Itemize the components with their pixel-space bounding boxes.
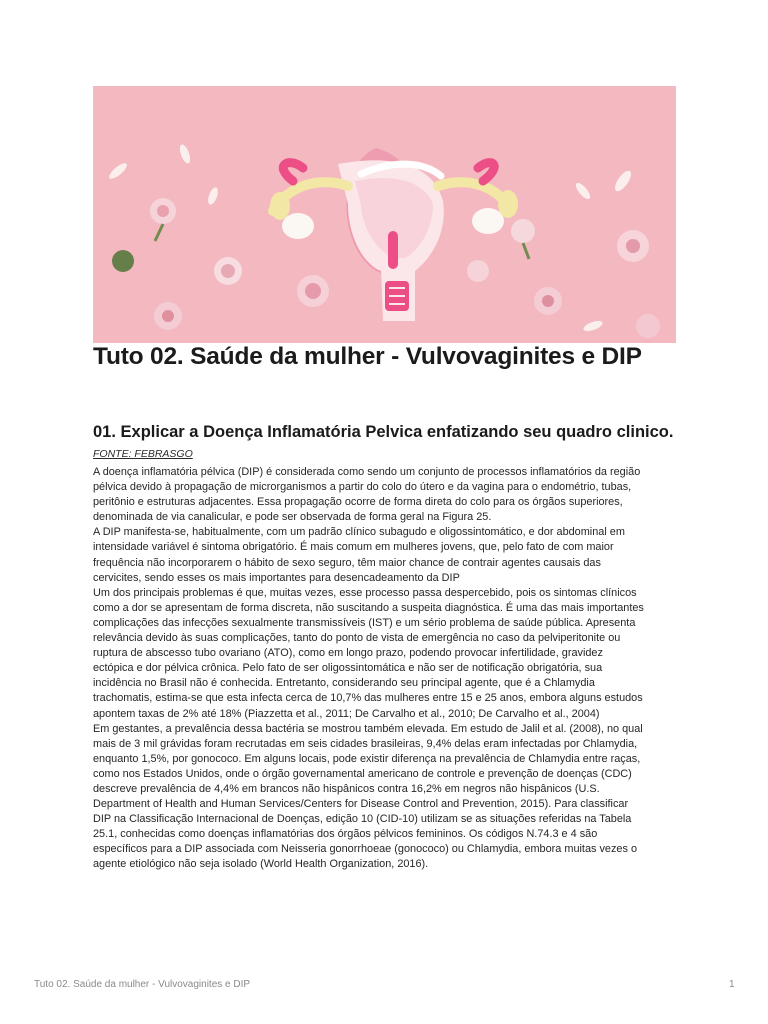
body-line: complicações das infecções sexualmente transmissíveis (IST) e um sério problema de saúde pública. Apresenta [93,616,636,629]
body-paragraphs [93,465,683,873]
body-line: como nos Estados Unidos, onde o órgão governamental americano de controle e prevenção de doenças (CDC) [93,767,632,780]
source-label: FONTE: FEBRASGO [93,448,193,460]
body-line: frequência não incorporarem o hábito de sexo seguro, têm maior chance de contrair agentes causais das [93,556,601,569]
page-number: 1 [729,979,735,990]
body-line: ruptura de abscesso tubo ovariano (ATO), como em longo prazo, podendo provocar infertilidade, gravidez [93,647,603,660]
body-line: apontem taxas de 2% até 18% (Piazzetta et al., 2011; De Carvalho et al., 2010; De Carvalho et al., 2004) [93,707,600,720]
section-heading: 01. Explicar a Doença Inflamatória Pelvica enfatizando seu quadro clinico. [93,423,674,441]
body-line: descreve prevalência de 4,4% em brancos não hispânicos contra 16,2% em negros não hispânicos (U.S. [93,782,600,795]
body-line: específicos para a DIP associada com Neisseria gonorrhoeae (gonococo) ou Chlamydia, embora muitas vezes o [93,843,638,856]
document-title: Tuto 02. Saúde da mulher - Vulvovaginites e DIP [93,343,642,370]
body-line: relevância devido às suas complicações, tanto do ponto de vista de emergência no caso da pelviperitonite ou [93,632,621,645]
body-line: A doença inflamatória pélvica (DIP) é considerada como sendo um conjunto de processos inflamatórios da região [93,466,641,478]
body-line: ectópica e dor pélvica crônica. Pelo fato de ser oligossintomática e não ser de notificação obrigatória, sua [93,662,603,675]
body-line: DIP na Classificação Internacional de Doenças, edição 10 (CID-10) utilizam se as situações referidas na Tabela [93,813,632,826]
cover-image [93,86,676,343]
footer-title: Tuto 02. Saúde da mulher - Vulvovaginites e DIP [34,979,251,990]
body-line: A DIP manifesta-se, habitualmente, com um padrão clínico subagudo e oligossintomático, e dor abdominal em [93,526,625,539]
body-line: incidência no Brasil não é conhecida. Entretanto, considerando seu principal agente, que é a Chlamydia [93,677,595,690]
body-line: agente etiológico não seja isolado (World Health Organization, 2016). [93,858,429,871]
body-line: Department of Health and Human Services/Centers for Disease Control and Prevention, 2015). Para classificar [93,798,629,811]
body-line: denominada de via canalicular, e pode ser observada de forma geral na Figura 25. [93,511,492,524]
body-line: Em gestantes, a prevalência dessa bactéria se mostrou também elevada. Em estudo de Jalil et al. (2008), no qual [93,722,643,735]
body-line: como a dor se apresentam de forma discreta, não suscitando a suspeita diagnóstica. É uma das mais importantes [93,601,644,614]
body-line: enquanto 1,5%, por gonococo. Em alguns locais, pode existir diferença na prevalência de Chlamydia entre raças, [93,752,641,765]
body-line: intensidade variável é sintoma obrigatório. É mais comum em mulheres jovens, que, pelo fato de com maior [93,541,614,554]
body-line: trachomatis, estima-se que esta infecta cerca de 10,7% das mulheres entre 15 e 25 anos, embora alguns estudos [93,692,643,705]
body-line: mais de 3 mil grávidas foram recrutadas em seis cidades brasileiras, 9,4% delas eram infectadas por Chlamydia, [93,737,638,750]
body-line: pélvica devido à propagação de microrganismos a partir do colo do útero e da vagina para o endométrio, tubas, [93,481,632,494]
uterus-paper-illustration [93,86,676,343]
body-line: 25.1, conhecidas como doenças inflamatórias dos órgãos pélvicos femininos. Os códigos N.74.3 e 4 são [93,828,598,841]
body-line: cervicites, sendo esses os mais importantes para desencadeamento da DIP [93,571,460,584]
body-line: Um dos principais problemas é que, muitas vezes, esse processo passa despercebido, pois os sintomas clínicos [93,586,637,599]
body-line: peritônio e estruturas adjacentes. Essa propagação ocorre de forma direta do colo para os órgãos superiores, [93,496,623,509]
